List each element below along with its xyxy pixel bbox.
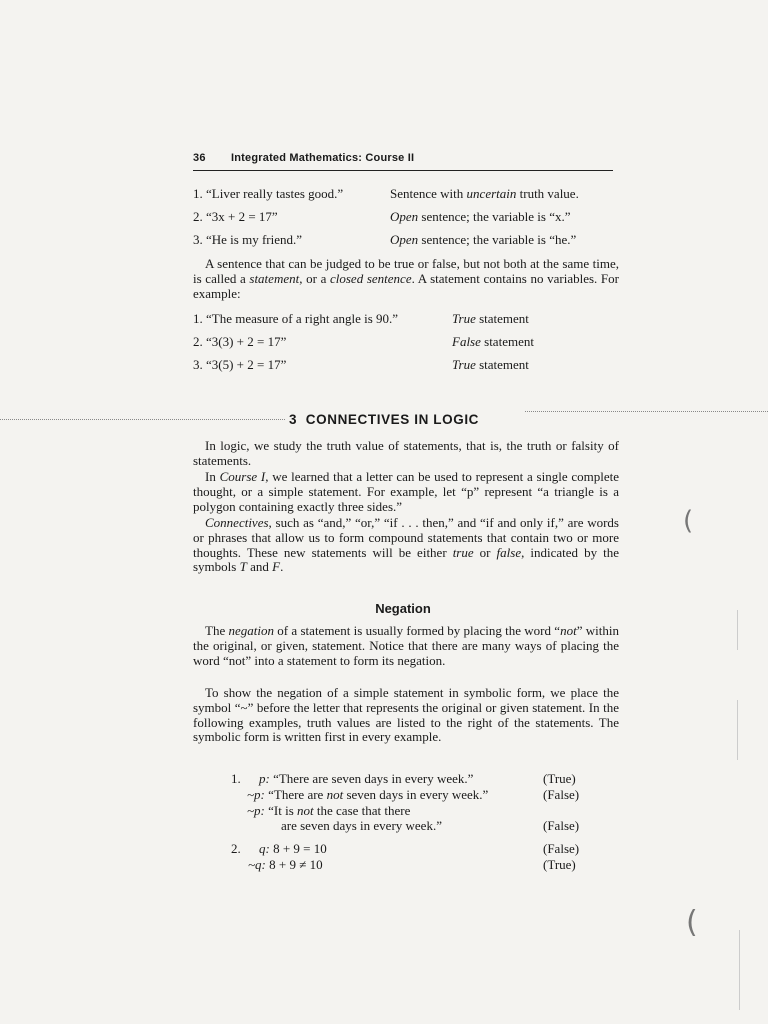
symbol: ~p: — [247, 803, 265, 818]
paragraph-symbolic-negation — [193, 686, 619, 745]
list1-item-1-desc — [390, 186, 579, 202]
margin-scan-line — [739, 930, 740, 1010]
paragraph-negation-definition — [193, 624, 619, 668]
example-1-line-2-value: (False) — [543, 787, 580, 802]
paragraph-simple-statement — [193, 470, 619, 514]
example-1-line-4-value: (False) — [543, 818, 580, 833]
running-title: Integrated Mathematics: Course II — [231, 152, 415, 164]
truth-value: True — [452, 357, 476, 372]
desc-emphasis: uncertain — [466, 186, 517, 201]
item-sentence: “Liver really tastes good.” — [206, 186, 344, 201]
text: . A statement contains no variables. For example: — [193, 270, 619, 301]
item-sentence: “3x + 2 = 17” — [206, 209, 278, 224]
section-title: CONNECTIVES IN LOGIC — [305, 412, 480, 427]
text: 8 + 9 ≠ 10 — [269, 857, 323, 872]
header-rule — [193, 170, 613, 171]
text: seven days in every week.” — [343, 787, 489, 802]
item-number: 2. — [193, 209, 203, 224]
example-1-line-2 — [247, 787, 488, 803]
symbol: ~q: — [248, 857, 266, 872]
text: , we learned that a letter can be used to represent a single complete thought, or a simple statement. For example, let “p” represent “a triangle is a polygon containing exactly three sides.” — [193, 469, 619, 514]
course-name: Course I — [219, 469, 266, 484]
desc-emphasis: Open — [390, 232, 419, 247]
text: . — [280, 559, 284, 575]
desc-text: sentence; the variable is “x.” — [418, 209, 571, 224]
text: 8 + 9 = 10 — [273, 841, 327, 856]
example-2-line-2 — [248, 857, 323, 873]
emphasis: not — [326, 787, 344, 802]
desc-emphasis: Open — [390, 209, 419, 224]
list1-item-2 — [193, 209, 278, 225]
paragraph-connectives — [193, 516, 619, 575]
text: statement — [475, 311, 529, 326]
item-number: 3. — [193, 232, 203, 247]
desc-text: Sentence with — [390, 186, 467, 201]
text: , such as “and,” “or,” “if . . . then,” and “if and only if,” are words or phrases that allow us to form compound statements that contain two or more thoughts. These new statements will be either — [193, 515, 619, 560]
item-sentence: “The measure of a right angle is 90.” — [206, 311, 399, 326]
text: and — [246, 559, 273, 575]
section-heading — [0, 412, 768, 427]
example-1-line-1 — [259, 771, 473, 787]
emphasis: not — [297, 803, 314, 818]
margin-scan-line — [737, 700, 738, 760]
text: of a statement is usually formed by placing the word “ — [274, 623, 561, 638]
truth-value: False — [452, 334, 481, 349]
section-number: 3 — [288, 412, 298, 427]
text: The — [205, 623, 229, 638]
list1-item-3 — [193, 232, 302, 248]
example-2-line-2-value: (True) — [543, 857, 576, 872]
term-closed-sentence: closed sentence — [329, 270, 412, 286]
item-number: 3. — [193, 357, 203, 372]
item-sentence: “3(3) + 2 = 17” — [206, 334, 287, 349]
list2-item-3 — [193, 357, 286, 373]
page-number: 36 — [193, 152, 206, 164]
text: or — [473, 544, 497, 560]
list2-item-1-value — [452, 311, 529, 327]
term-statement: statement — [249, 270, 300, 286]
term-true: true — [452, 544, 474, 560]
text: In — [205, 469, 220, 484]
term-negation: negation — [228, 623, 275, 638]
text: statement — [475, 357, 529, 372]
paragraph-truth-value — [193, 439, 619, 469]
symbol: p: — [259, 771, 270, 786]
item-number: 2. — [193, 334, 203, 349]
desc-text: sentence; the variable is “he.” — [418, 232, 577, 247]
list2-item-2-value — [452, 334, 534, 350]
example-1-number: 1. — [231, 771, 241, 786]
item-sentence: “3(5) + 2 = 17” — [206, 357, 287, 372]
desc-text: truth value. — [516, 186, 579, 201]
list1-item-2-desc — [390, 209, 571, 225]
margin-bracket-mark-bottom: ( — [686, 905, 698, 940]
symbol-f: F — [272, 559, 281, 575]
symbol-t: T — [239, 559, 247, 575]
truth-value: True — [452, 311, 476, 326]
subheading-negation: Negation — [375, 601, 431, 616]
list1-item-3-desc — [390, 232, 576, 248]
text: , indicated by the symbols — [193, 544, 619, 575]
list1-item-1 — [193, 186, 343, 202]
example-1-line-1-value: (True) — [543, 771, 576, 786]
example-2-number: 2. — [231, 841, 241, 856]
term-connectives: Connectives — [205, 515, 269, 530]
text: In logic, we study the truth value of statements, that is, the truth or falsity of statements. — [193, 438, 619, 468]
example-1-line-4: are seven days in every week.” — [281, 818, 442, 833]
text: To show the negation of a simple statement in symbolic form, we place the symbol “~” before the letter that represents the original or given statement. In the following examples, truth values are listed to the right of the statements. The symbolic form is written first in every example. — [193, 685, 619, 745]
symbol: ~p: — [247, 787, 265, 802]
list2-item-1 — [193, 311, 398, 327]
text: , or a — [299, 270, 330, 286]
page-header — [193, 152, 613, 164]
term-not: not — [560, 623, 577, 638]
example-1-line-3 — [247, 803, 410, 819]
item-sentence: “He is my friend.” — [206, 232, 303, 247]
item-number: 1. — [193, 186, 203, 201]
example-2-line-1 — [259, 841, 327, 857]
text: A sentence that can be judged to be true or false, but not both at the same time, is called a — [193, 256, 619, 286]
symbol: q: — [259, 841, 270, 856]
text: “There are — [268, 787, 327, 802]
margin-bracket-mark: ( — [683, 506, 694, 536]
margin-scan-line — [737, 610, 738, 650]
list2-item-3-value — [452, 357, 529, 373]
text: ” within the original, or given, statement. Notice that there are many ways of placing the word “not” into a statement to form its negation. — [193, 623, 620, 668]
item-number: 1. — [193, 311, 203, 326]
text: “There are seven days in every week.” — [273, 771, 474, 786]
paragraph-statement-definition — [193, 257, 619, 301]
list2-item-2 — [193, 334, 286, 350]
example-2-line-1-value: (False) — [543, 841, 580, 856]
text: statement — [480, 334, 534, 349]
term-false: false — [496, 544, 522, 560]
text: “It is — [268, 803, 298, 818]
text: the case that there — [313, 803, 411, 818]
